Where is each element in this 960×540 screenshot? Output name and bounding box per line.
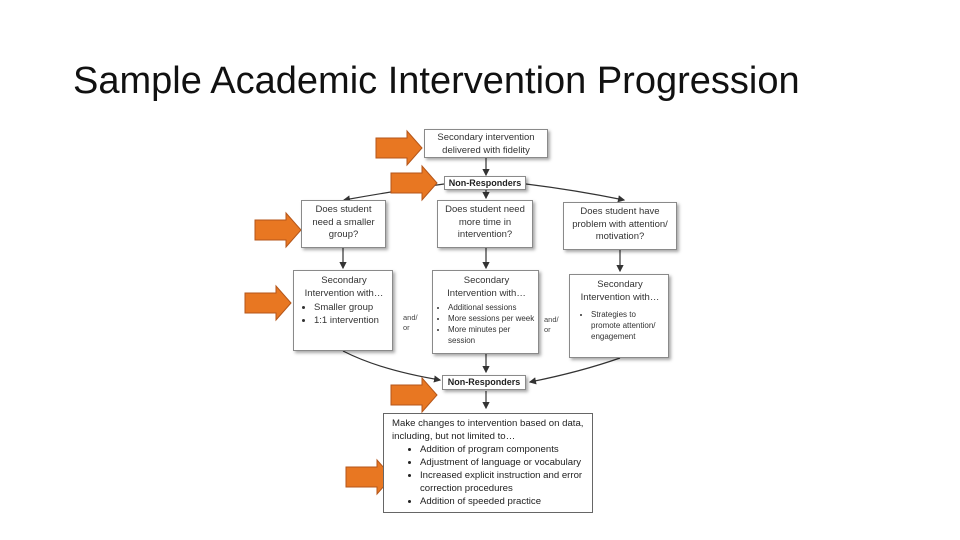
question-attention-box <box>563 202 677 250</box>
connector-int-left <box>343 351 440 380</box>
box-heading: Intervention with… <box>447 287 526 299</box>
make-changes-box <box>383 413 593 513</box>
box-line: problem with attention/ <box>572 218 668 230</box>
box-heading: Secondary <box>463 275 510 286</box>
box-heading: Make changes to intervention based on data, including, but not limited to… <box>392 418 584 442</box>
question-more-time-box <box>437 200 533 248</box>
conj-line: or <box>544 325 551 334</box>
slide-title: Sample Academic Intervention Progression <box>73 60 800 102</box>
box-line: motivation? <box>595 231 645 242</box>
box-line: need a smaller <box>312 216 375 228</box>
list-item: • Addition of speeded practice <box>420 495 586 508</box>
box-line: Does student <box>315 204 372 215</box>
list-item: • Increased explicit instruction and error correction procedures <box>420 469 586 495</box>
list-item: • Adjustment of language or vocabulary <box>420 456 586 469</box>
orange-arrow-icon <box>391 166 437 200</box>
box-line: intervention? <box>457 229 513 240</box>
box-line: Does student need <box>445 204 525 215</box>
box-line: group? <box>328 229 359 240</box>
and-or-label-1 <box>403 313 418 333</box>
secondary-intervention-box <box>424 129 548 158</box>
box-label: Non-Responders <box>447 377 521 387</box>
orange-arrow-icon <box>376 131 422 165</box>
box-heading: Secondary <box>321 275 367 286</box>
orange-arrow-icon <box>245 286 291 320</box>
non-responders-box-2 <box>442 375 526 390</box>
list-item: • Smaller group <box>314 302 388 315</box>
orange-arrow-icon <box>255 213 301 247</box>
conj-line: or <box>403 323 410 332</box>
list-item: • Addition of program components <box>420 443 586 456</box>
box-line: Secondary intervention <box>437 132 535 143</box>
non-responders-box <box>444 176 526 190</box>
list-item: • Additional sessions <box>448 302 535 313</box>
intervention-attention-box <box>569 274 669 358</box>
box-heading: Secondary <box>597 279 643 290</box>
orange-arrow-icon <box>391 378 437 412</box>
connector-int-right <box>530 358 620 382</box>
conj-line: and/ <box>403 313 418 322</box>
box-line: delivered with fidelity <box>442 144 530 156</box>
and-or-label-2 <box>544 315 559 335</box>
question-smaller-group-box <box>301 200 386 248</box>
intervention-smaller-group-box <box>293 270 393 351</box>
list-item: • Strategies to promote attention/ engagement <box>591 309 665 342</box>
box-line: more time in <box>458 216 512 228</box>
intervention-more-time-box <box>432 270 539 354</box>
conj-line: and/ <box>544 315 559 324</box>
box-line: Does student have <box>580 206 660 217</box>
list-item: • 1:1 intervention <box>314 315 388 328</box>
connector-nr-right <box>526 184 624 200</box>
box-heading: Intervention with… <box>580 291 660 303</box>
list-item: • More sessions per week <box>448 313 535 324</box>
box-heading: Intervention with… <box>304 287 384 299</box>
list-item: • More minutes per session <box>448 324 535 346</box>
box-label: Non-Responders <box>448 178 522 188</box>
